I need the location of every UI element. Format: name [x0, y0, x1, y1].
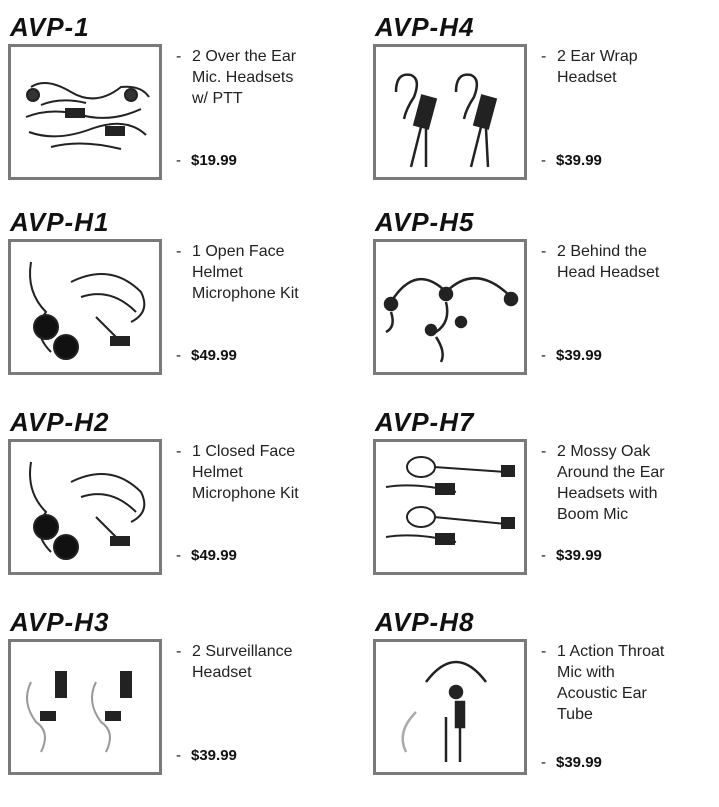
description-text: 2 Surveillance Headset: [192, 643, 293, 681]
product-avp-h2: [8, 407, 348, 592]
bullet-dash: -: [176, 48, 182, 65]
price-dash: -: [541, 754, 546, 771]
product-price: [541, 347, 602, 364]
bullet-dash: -: [176, 643, 182, 660]
product-sku: AVP-H3: [10, 607, 110, 637]
bullet-dash: -: [176, 243, 182, 260]
price-dash: -: [541, 152, 546, 169]
product-sku: AVP-H4: [375, 12, 475, 42]
price-value: $39.99: [556, 547, 602, 564]
product-avp-h3: [8, 607, 348, 792]
bullet-dash: -: [541, 48, 547, 65]
product-image-throat-mic-acoustic-tube: [373, 639, 527, 775]
description-text: 1 Open Face Helmet Microphone Kit: [192, 243, 299, 302]
product-price: [176, 747, 237, 764]
description-text: 1 Closed Face Helmet Microphone Kit: [192, 443, 299, 502]
product-sku: AVP-1: [10, 12, 90, 42]
product-sku: AVP-H5: [375, 207, 475, 237]
product-image-mossy-oak-boom-headset-pair: [373, 439, 527, 575]
bullet-dash: -: [541, 443, 547, 460]
description-text: 2 Mossy Oak Around the Ear Headsets with Boom Mic: [557, 443, 665, 523]
price-dash: -: [176, 747, 181, 764]
product-sku: AVP-H2: [10, 407, 110, 437]
product-image-behind-head-headset-pair: [373, 239, 527, 375]
product-sku: AVP-H7: [375, 407, 475, 437]
price-value: $49.99: [191, 347, 237, 364]
price-dash: -: [176, 547, 181, 564]
product-image-surveillance-headset-pair: [8, 639, 162, 775]
description-text: 2 Behind the Head Headset: [557, 243, 660, 281]
price-value: $39.99: [556, 754, 602, 771]
product-avp-h7: [373, 407, 713, 592]
price-value: $19.99: [191, 152, 237, 169]
description-text: 2 Ear Wrap Headset: [557, 48, 638, 86]
description-text: 2 Over the Ear Mic. Headsets w/ PTT: [192, 48, 297, 107]
product-price: [176, 347, 237, 364]
price-dash: -: [176, 347, 181, 364]
product-image-ear-wrap-headset-pair: [373, 44, 527, 180]
product-image-open-face-helmet-kit: [8, 239, 162, 375]
product-price: [541, 754, 602, 771]
product-price: [541, 547, 602, 564]
product-price: [541, 152, 602, 169]
product-price: [176, 152, 237, 169]
price-value: $49.99: [191, 547, 237, 564]
product-sku: AVP-H1: [10, 207, 110, 237]
product-price: [176, 547, 237, 564]
price-dash: -: [176, 152, 181, 169]
price-value: $39.99: [556, 347, 602, 364]
product-image-over-ear-headset-pair: [8, 44, 162, 180]
product-avp-h1: [8, 207, 348, 392]
product-avp-1: [8, 12, 348, 197]
price-dash: -: [541, 347, 546, 364]
bullet-dash: -: [541, 643, 547, 660]
product-sku: AVP-H8: [375, 607, 475, 637]
price-dash: -: [541, 547, 546, 564]
product-avp-h8: [373, 607, 713, 792]
bullet-dash: -: [541, 243, 547, 260]
description-text: 1 Action Throat Mic with Acoustic Ear Tube: [557, 643, 665, 723]
bullet-dash: -: [176, 443, 182, 460]
product-image-closed-face-helmet-kit: [8, 439, 162, 575]
price-value: $39.99: [191, 747, 237, 764]
product-avp-h4: [373, 12, 713, 197]
product-avp-h5: [373, 207, 713, 392]
price-value: $39.99: [556, 152, 602, 169]
